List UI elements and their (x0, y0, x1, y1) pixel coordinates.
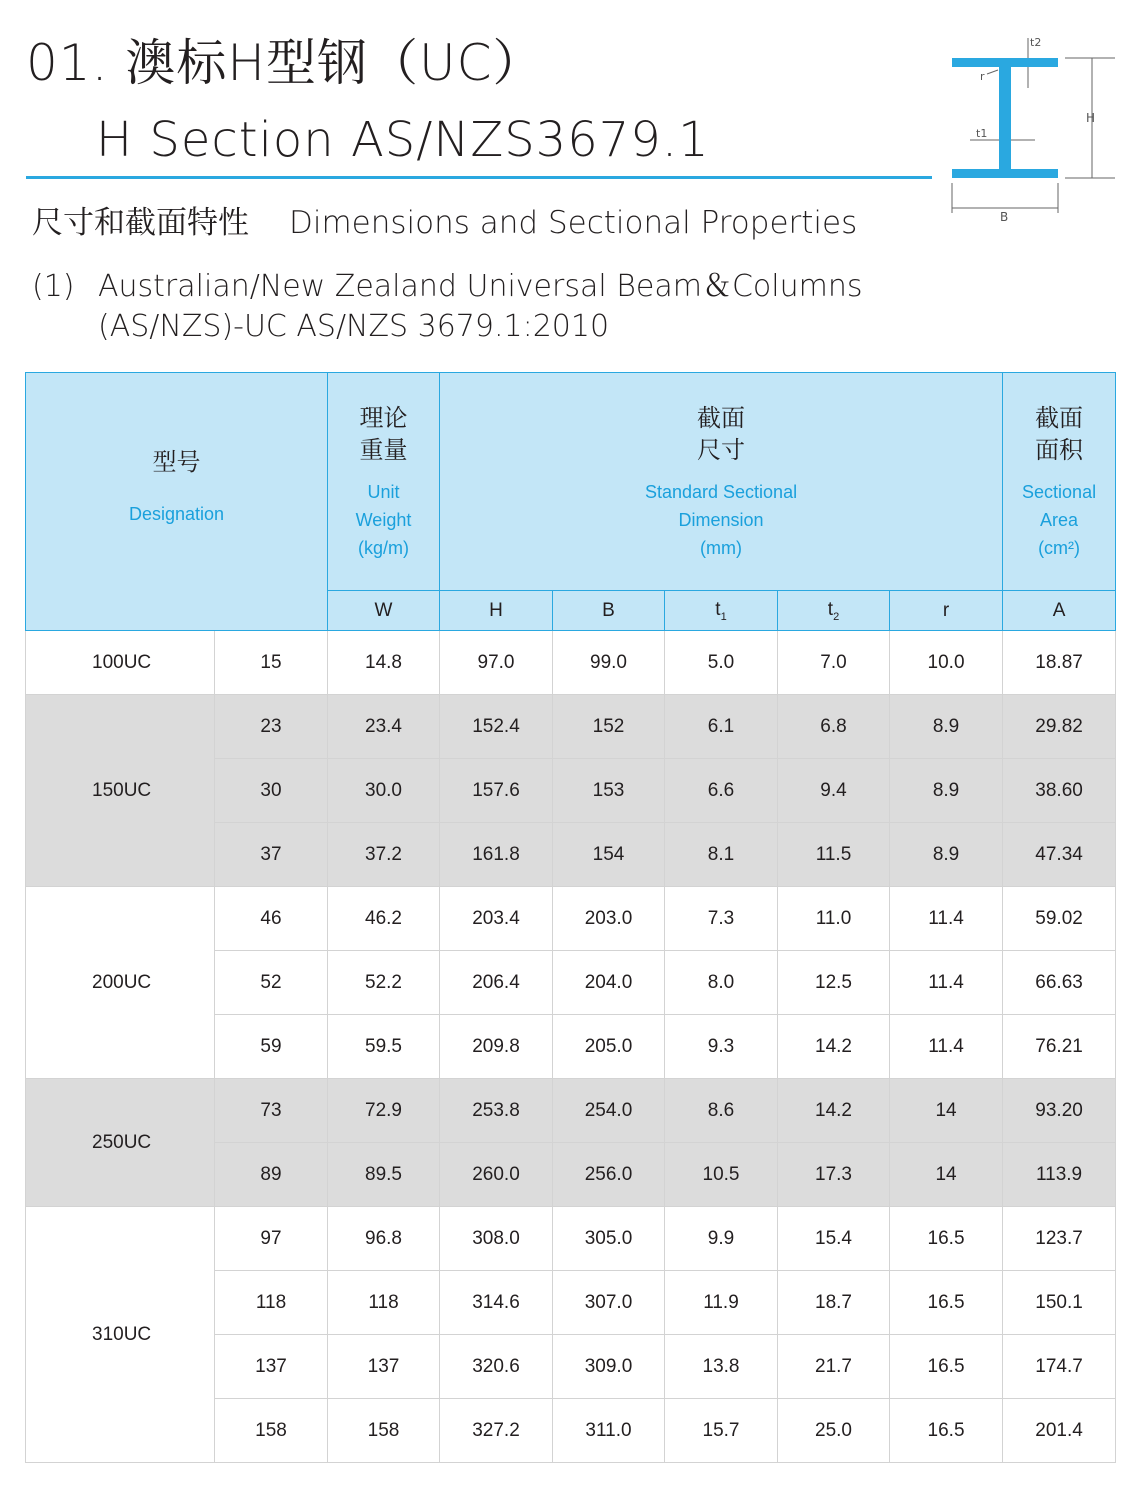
symbol-t1-base: t (715, 598, 721, 620)
cell-h: 152.4 (440, 695, 553, 759)
cell-r: 14 (890, 1079, 1003, 1143)
cell-t1: 9.3 (665, 1015, 778, 1079)
header-dimension (440, 373, 1003, 591)
cell-b: 254.0 (553, 1079, 665, 1143)
cell-r: 8.9 (890, 695, 1003, 759)
dimension-cn-1: 截面 (697, 403, 746, 432)
cell-size: 59 (215, 1015, 328, 1079)
symbol-t1-sub: 1 (720, 610, 727, 623)
cell-a: 174.7 (1003, 1335, 1116, 1399)
header-designation (26, 373, 328, 631)
designation-cell: 100UC (26, 631, 215, 695)
cell-r: 11.4 (890, 1015, 1003, 1079)
cell-b: 154 (553, 823, 665, 887)
cell-r: 16.5 (890, 1271, 1003, 1335)
cell-w: 46.2 (328, 887, 440, 951)
cell-t2: 9.4 (778, 759, 890, 823)
standard-line-1 (32, 269, 863, 304)
designation-en: Designation (128, 503, 225, 524)
cell-t1: 5.0 (665, 631, 778, 695)
h-label: H (1086, 111, 1096, 125)
cell-w: 96.8 (328, 1207, 440, 1271)
cell-a: 76.21 (1003, 1015, 1116, 1079)
weight-cn-2: 重量 (359, 435, 408, 464)
cell-w: 37.2 (328, 823, 440, 887)
symbol-r: r (890, 591, 1003, 631)
cell-r: 11.4 (890, 887, 1003, 951)
cell-b: 99.0 (553, 631, 665, 695)
cell-size: 46 (215, 887, 328, 951)
subtitle-en: Dimensions and Sectional Properties (289, 205, 858, 241)
standard-line-2: (AS/NZS)-UC AS/NZS 3679.1:2010 (98, 309, 610, 344)
t2-label: t2 (1030, 36, 1042, 49)
cell-t2: 7.0 (778, 631, 890, 695)
cell-w: 14.8 (328, 631, 440, 695)
t1-label: t1 (976, 127, 988, 140)
standard-title: Australian/New Zealand Universal Beam＆Columns (98, 269, 863, 304)
cell-size: 23 (215, 695, 328, 759)
cell-a: 113.9 (1003, 1143, 1116, 1207)
dimension-en-2: Dimension (678, 509, 764, 530)
cell-b: 307.0 (553, 1271, 665, 1335)
cell-b: 203.0 (553, 887, 665, 951)
cell-t1: 11.9 (665, 1271, 778, 1335)
b-label: B (1000, 210, 1009, 224)
cell-r: 14 (890, 1143, 1003, 1207)
cell-t2: 14.2 (778, 1015, 890, 1079)
cell-size: 97 (215, 1207, 328, 1271)
cell-t1: 8.0 (665, 951, 778, 1015)
symbol-t1 (665, 591, 778, 631)
header-area (1003, 373, 1116, 591)
table-body (26, 631, 1116, 1463)
designation-cn: 型号 (152, 447, 201, 476)
cell-t1: 13.8 (665, 1335, 778, 1399)
h-section-diagram (940, 28, 1130, 228)
standard-index: (1) (32, 269, 75, 304)
area-en-1: Sectional (1022, 481, 1097, 502)
cell-r: 8.9 (890, 823, 1003, 887)
cell-w: 137 (328, 1335, 440, 1399)
cell-b: 152 (553, 695, 665, 759)
dimension-en-1: Standard Sectional (644, 481, 798, 502)
cell-h: 157.6 (440, 759, 553, 823)
cell-h: 253.8 (440, 1079, 553, 1143)
cell-t2: 12.5 (778, 951, 890, 1015)
area-cn-1: 截面 (1035, 403, 1084, 432)
cell-t2: 18.7 (778, 1271, 890, 1335)
cell-a: 18.87 (1003, 631, 1116, 695)
cell-t1: 7.3 (665, 887, 778, 951)
area-en-2: Area (1040, 509, 1079, 530)
table-row (26, 1079, 1116, 1143)
cell-w: 118 (328, 1271, 440, 1335)
cell-h: 209.8 (440, 1015, 553, 1079)
cell-t1: 6.6 (665, 759, 778, 823)
dimension-unit: (mm) (700, 537, 743, 558)
cell-size: 118 (215, 1271, 328, 1335)
symbol-t2-sub: 2 (833, 610, 840, 623)
cell-w: 72.9 (328, 1079, 440, 1143)
cell-size: 52 (215, 951, 328, 1015)
area-cn-2: 面积 (1035, 435, 1084, 464)
designation-cell: 310UC (26, 1207, 215, 1463)
cell-w: 59.5 (328, 1015, 440, 1079)
h-beam-shape (952, 58, 1058, 178)
cell-h: 320.6 (440, 1335, 553, 1399)
cell-t2: 11.0 (778, 887, 890, 951)
subtitle-cn: 尺寸和截面特性 (32, 205, 249, 241)
cell-h: 314.6 (440, 1271, 553, 1335)
dimension-cn-2: 尺寸 (697, 435, 746, 464)
cell-size: 15 (215, 631, 328, 695)
cell-h: 327.2 (440, 1399, 553, 1463)
cell-b: 153 (553, 759, 665, 823)
title-divider (26, 176, 932, 179)
cell-t2: 14.2 (778, 1079, 890, 1143)
symbol-b: B (553, 591, 665, 631)
cell-t1: 8.1 (665, 823, 778, 887)
cell-t1: 8.6 (665, 1079, 778, 1143)
cell-a: 59.02 (1003, 887, 1116, 951)
cell-r: 10.0 (890, 631, 1003, 695)
cell-h: 206.4 (440, 951, 553, 1015)
cell-a: 47.34 (1003, 823, 1116, 887)
cell-r: 16.5 (890, 1399, 1003, 1463)
table-row (26, 887, 1116, 951)
cell-t2: 11.5 (778, 823, 890, 887)
symbol-t2 (778, 591, 890, 631)
cell-w: 89.5 (328, 1143, 440, 1207)
cell-a: 29.82 (1003, 695, 1116, 759)
weight-unit: (kg/m) (358, 537, 409, 558)
cell-r: 16.5 (890, 1335, 1003, 1399)
cell-size: 37 (215, 823, 328, 887)
symbol-a: A (1003, 591, 1116, 631)
cell-b: 309.0 (553, 1335, 665, 1399)
designation-cell: 200UC (26, 887, 215, 1079)
cell-h: 203.4 (440, 887, 553, 951)
cell-r: 11.4 (890, 951, 1003, 1015)
symbol-t2-base: t (827, 598, 834, 620)
weight-cn-1: 理论 (359, 403, 408, 432)
cell-b: 256.0 (553, 1143, 665, 1207)
area-unit: (cm²) (1038, 537, 1081, 558)
cell-a: 66.63 (1003, 951, 1116, 1015)
dimensions-table (25, 372, 1116, 1463)
cell-a: 93.20 (1003, 1079, 1116, 1143)
cell-size: 73 (215, 1079, 328, 1143)
cell-w: 30.0 (328, 759, 440, 823)
table-row (26, 1207, 1116, 1271)
cell-h: 97.0 (440, 631, 553, 695)
cell-size: 158 (215, 1399, 328, 1463)
weight-en-2: Weight (355, 509, 412, 530)
cell-t2: 21.7 (778, 1335, 890, 1399)
cell-t2: 6.8 (778, 695, 890, 759)
cell-t2: 15.4 (778, 1207, 890, 1271)
header-weight (328, 373, 440, 591)
designation-cell: 150UC (26, 695, 215, 887)
cell-r: 8.9 (890, 759, 1003, 823)
cell-h: 308.0 (440, 1207, 553, 1271)
cell-size: 30 (215, 759, 328, 823)
cell-r: 16.5 (890, 1207, 1003, 1271)
cell-w: 23.4 (328, 695, 440, 759)
table-row (26, 631, 1116, 695)
cell-size: 89 (215, 1143, 328, 1207)
cell-t2: 25.0 (778, 1399, 890, 1463)
cell-h: 161.8 (440, 823, 553, 887)
cell-a: 38.60 (1003, 759, 1116, 823)
cell-w: 52.2 (328, 951, 440, 1015)
section-subtitle (32, 205, 858, 241)
cell-b: 204.0 (553, 951, 665, 1015)
cell-a: 201.4 (1003, 1399, 1116, 1463)
symbol-w: W (328, 591, 440, 631)
table-row (26, 695, 1116, 759)
cell-t1: 10.5 (665, 1143, 778, 1207)
cell-h: 260.0 (440, 1143, 553, 1207)
cell-t2: 17.3 (778, 1143, 890, 1207)
cell-t1: 6.1 (665, 695, 778, 759)
r-label: r (980, 70, 985, 83)
cell-b: 311.0 (553, 1399, 665, 1463)
weight-en-1: Unit (367, 481, 400, 502)
cell-w: 158 (328, 1399, 440, 1463)
page-title-en: H Section AS/NZS3679.1 (96, 112, 710, 168)
cell-t1: 9.9 (665, 1207, 778, 1271)
page-title-cn: 01. 澳标H型钢（UC） (26, 34, 544, 92)
designation-cell: 250UC (26, 1079, 215, 1207)
cell-t1: 15.7 (665, 1399, 778, 1463)
cell-b: 205.0 (553, 1015, 665, 1079)
cell-a: 123.7 (1003, 1207, 1116, 1271)
cell-size: 137 (215, 1335, 328, 1399)
cell-b: 305.0 (553, 1207, 665, 1271)
symbol-h: H (440, 591, 553, 631)
cell-a: 150.1 (1003, 1271, 1116, 1335)
